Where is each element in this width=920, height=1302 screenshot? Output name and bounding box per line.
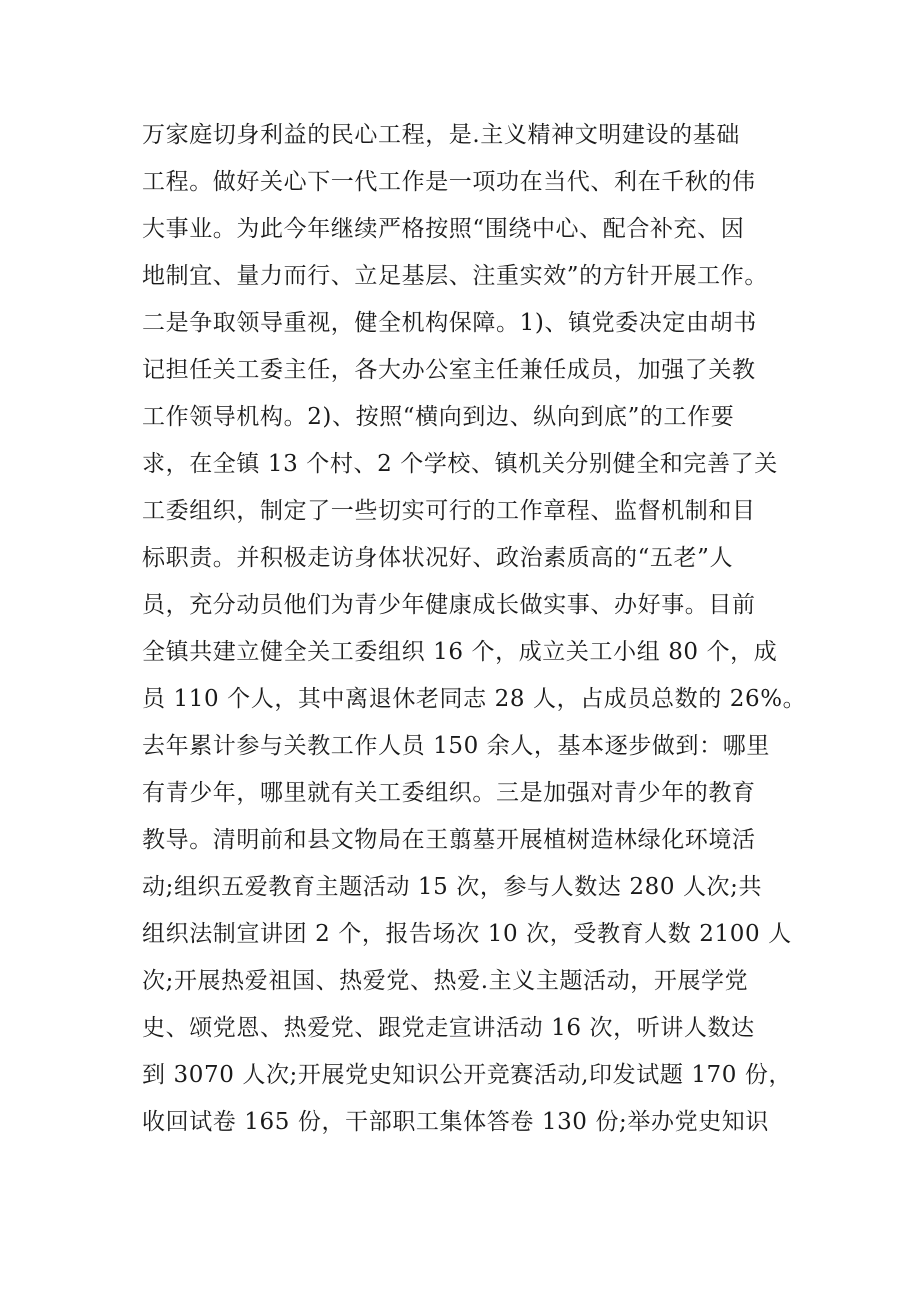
text-line: 收回试卷 165 份，干部职工集体答卷 130 份;举办党史知识 <box>142 1109 769 1135</box>
text-line: 组织法制宣讲团 2 个，报告场次 10 次，受教育人数 2100 人 <box>142 921 792 947</box>
text-line: 大事业。为此今年继续严格按照“围绕中心、配合补充、因 <box>142 216 745 242</box>
text-line: 教导。清明前和县文物局在王翦墓开展植树造林绿化环境活 <box>142 827 756 853</box>
text-line: 记担任关工委主任，各大办公室主任兼任成员，加强了关教 <box>142 357 756 383</box>
text-line: 万家庭切身利益的民心工程，是.主义精神文明建设的基础 <box>142 122 740 148</box>
text-line: 工作领导机构。2)、按照“横向到边、纵向到底”的工作要 <box>142 404 735 430</box>
text-line: 工委组织，制定了一些切实可行的工作章程、监督机制和目 <box>142 498 756 524</box>
text-line: 到 3070 人次;开展党史知识公开竞赛活动,印发试题 170 份， <box>142 1062 793 1088</box>
text-line: 史、颂党恩、热爱党、跟党走宣讲活动 16 次，听讲人数达 <box>142 1015 755 1041</box>
text-line: 全镇共建立健全关工委组织 16 个，成立关工小组 80 个，成 <box>142 639 778 665</box>
body-text <box>142 112 807 1146</box>
text-line: 去年累计参与关教工作人员 150 余人，基本逐步做到：哪里 <box>142 733 770 759</box>
text-line: 求，在全镇 13 个村、2 个学校、镇机关分别健全和完善了关 <box>142 451 778 477</box>
text-line: 标职责。并积极走访身体状况好、政治素质高的“五老”人 <box>142 545 734 571</box>
text-line: 次;开展热爱祖国、热爱党、热爱.主义主题活动，开展学党 <box>142 968 749 994</box>
text-line: 二是争取领导重视，健全机构保障。1)、镇党委决定由胡书 <box>142 310 757 336</box>
text-line: 工程。做好关心下一代工作是一项功在当代、利在千秋的伟 <box>142 169 756 195</box>
text-line: 员，充分动员他们为青少年健康成长做实事、办好事。目前 <box>142 592 756 618</box>
text-line: 员 110 个人，其中离退休老同志 28 人，占成员总数的 26%。 <box>142 686 807 712</box>
text-line: 地制宜、量力而行、立足基层、注重实效”的方针开展工作。 <box>142 263 768 289</box>
text-line: 动;组织五爱教育主题活动 15 次，参与人数达 280 人次;共 <box>142 874 763 900</box>
text-line: 有青少年，哪里就有关工委组织。三是加强对青少年的教育 <box>142 780 756 806</box>
